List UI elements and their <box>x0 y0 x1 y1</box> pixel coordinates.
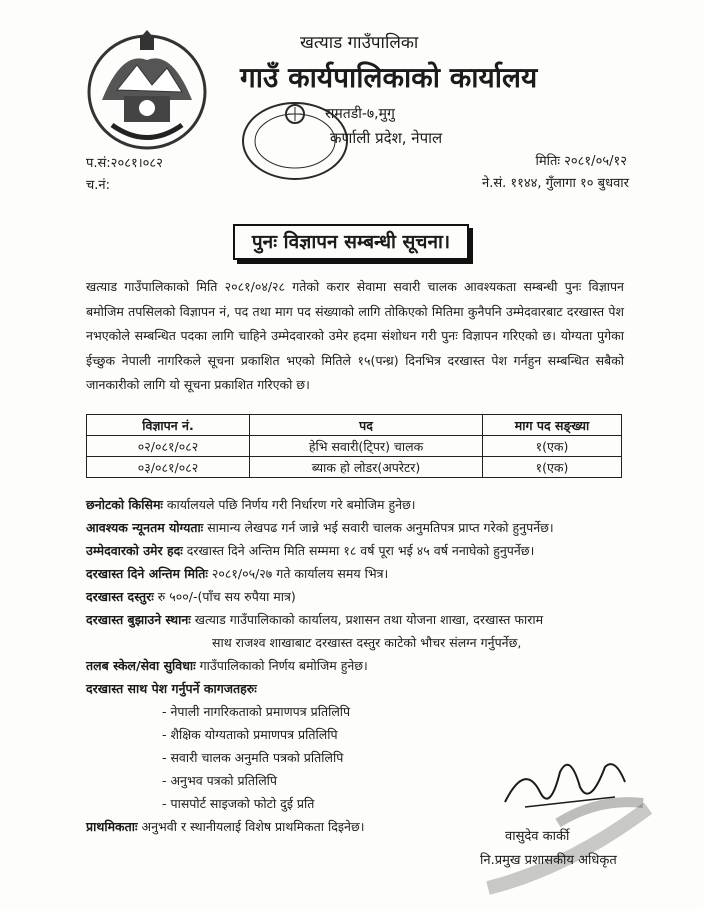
column-header-post: पद <box>250 415 483 436</box>
signatory-name: वासुदेव कार्की <box>505 829 570 844</box>
field-label: आवश्यक न्यूनतम योग्यताः <box>86 520 204 535</box>
field-value: कार्यालयले पछि निर्णय गरी निर्धारण गरे बमोजिम हुनेछ। <box>162 497 416 512</box>
minimum-qualification <box>86 519 554 536</box>
office-address: रामतडी-७,मुगु <box>325 106 395 122</box>
table-cell: ०२/०८१/०८२ <box>87 436 250 457</box>
field-value: खत्याड गाउँपालिकाको कार्यालय, प्रशासन तथा योजना शाखा, दरखास्त फाराम <box>190 612 544 627</box>
age-limit <box>86 542 534 559</box>
table-cell: हेभि सवारी(टि्पर) चालक <box>250 436 483 457</box>
letter-reference-number: प.सं:२०८१।०८२ <box>86 156 163 171</box>
notice-body: खत्याड गाउँपालिकाको मिति २०८१/०४/२८ गतेको करार सेवामा सवारी चालक आवश्यकता सम्बन्धी पुनः विज्ञापन बमोजिम तपसिलको विज्ञापन नं, पद तथा माग पद संख्याको लागि तोकिएको मितिमा कुनैपनि उम्मेदवारबाट दरखास्त पेश नभएकोले सम्बन्धित पदका लागि चाहिने उम्मेदवारको उमेर हदमा संशोधन गरी पुनः विज्ञापन गरिएको छ। योग्यता पुगेका ईच्छुक नेपाली नागरिकले सूचना प्रकाशित भएको मितिले १५(पन्ध्र) दिनभित्र दरखास्त पेश गर्नहुन सम्बन्धित सबैको जानकारीको लागि यो सूचना प्रकाशित गरिएको छ। <box>86 279 624 392</box>
table-header-row <box>87 415 622 436</box>
submission-place-continued: साथ राजश्व शाखाबाट दरखास्त दस्तुर काटेको भौचर संलग्न गर्नुपर्नेछ, <box>212 635 522 650</box>
table-cell: १(एक) <box>483 436 622 457</box>
letter-date: मितिः २०८१/०५/१२ <box>535 154 627 169</box>
selection-method <box>86 496 416 513</box>
application-fee <box>86 588 296 605</box>
list-item: - पासपोर्ट साइजको फोटो दुई प्रति <box>162 796 315 811</box>
field-value: २०८१/०५/२७ गते कार्यालय समय भित्र। <box>207 566 389 581</box>
list-item: - अनुभव पत्रको प्रतिलिपि <box>162 773 278 788</box>
table-cell: १(एक) <box>483 457 622 478</box>
submission-place <box>86 611 543 628</box>
field-label: दरखास्त दस्तुरः <box>86 589 154 604</box>
table-row <box>87 457 622 478</box>
salary-scale <box>86 657 368 674</box>
signatory-title: नि.प्रमुख प्रशासकीय अधिकृत <box>480 853 617 868</box>
posts-table <box>86 414 622 478</box>
field-label: उम्मेदवारको उमेर हदः <box>86 543 183 558</box>
notice-title: पुनः विज्ञापन सम्बन्धी सूचना। <box>233 224 469 260</box>
nepal-government-emblem-icon <box>82 30 212 152</box>
application-deadline <box>86 565 388 582</box>
dispatch-number: च.नं: <box>86 178 110 193</box>
field-value: दरखास्त दिने अन्तिम मिति सम्ममा १८ वर्ष पूरा भई ४५ वर्ष ननाघेको हुनुपर्नेछ। <box>182 543 535 558</box>
field-label: प्राथमिकताः <box>86 819 138 834</box>
field-value: सामान्य लेखपढ गर्न जान्ने भई सवारी चालक अनुमतिपत्र प्राप्त गरेको हुनुपर्नेछ। <box>203 520 554 535</box>
field-label: दरखास्त दिने अन्तिम मितिः <box>86 566 208 581</box>
field-value: अनुभवी र स्थानीयलाई विशेष प्राथमिकता दिइनेछ। <box>137 819 365 834</box>
field-label: तलब स्केल/सेवा सुविधाः <box>86 658 196 673</box>
priority-note <box>86 818 364 835</box>
field-label: दरखास्त बुझाउने स्थानः <box>86 612 191 627</box>
table-row <box>87 436 622 457</box>
field-label: छनोटको किसिमः <box>86 497 163 512</box>
table-cell: ०३/०८१/०८२ <box>87 457 250 478</box>
municipality-name: खत्याड गाउँपालिका <box>300 33 419 53</box>
documents-heading: दरखास्त साथ पेश गर्नुपर्ने कागजतहरुः <box>86 681 257 696</box>
list-item: - शैक्षिक योग्यताको प्रमाणपत्र प्रतिलिपि <box>162 727 338 742</box>
column-header-advert-no: विज्ञापन नं. <box>87 415 250 436</box>
list-item: - नेपाली नागरिकताको प्रमाणपत्र प्रतिलिपि <box>162 704 351 719</box>
field-value: रु ५००/-(पाँच सय रुपैया मात्र) <box>153 589 296 604</box>
office-name: गाउँ कार्यपालिकाको कार्यालय <box>240 61 538 94</box>
column-header-post-count: माग पद सङ्ख्या <box>483 415 622 436</box>
nepal-sambat-date: ने.सं. ११४४, गुँलागा १० बुधवार <box>481 176 629 191</box>
table-cell: ब्याक हो लोडर(अपरेटर) <box>250 457 483 478</box>
province-name: कर्णाली प्रदेश, नेपाल <box>330 129 443 147</box>
list-item: - सवारी चालक अनुमति पत्रको प्रतिलिपि <box>162 750 344 765</box>
field-value: गाउँपालिकाको निर्णय बमोजिम हुनेछ। <box>195 658 368 673</box>
signature-icon <box>495 752 635 827</box>
